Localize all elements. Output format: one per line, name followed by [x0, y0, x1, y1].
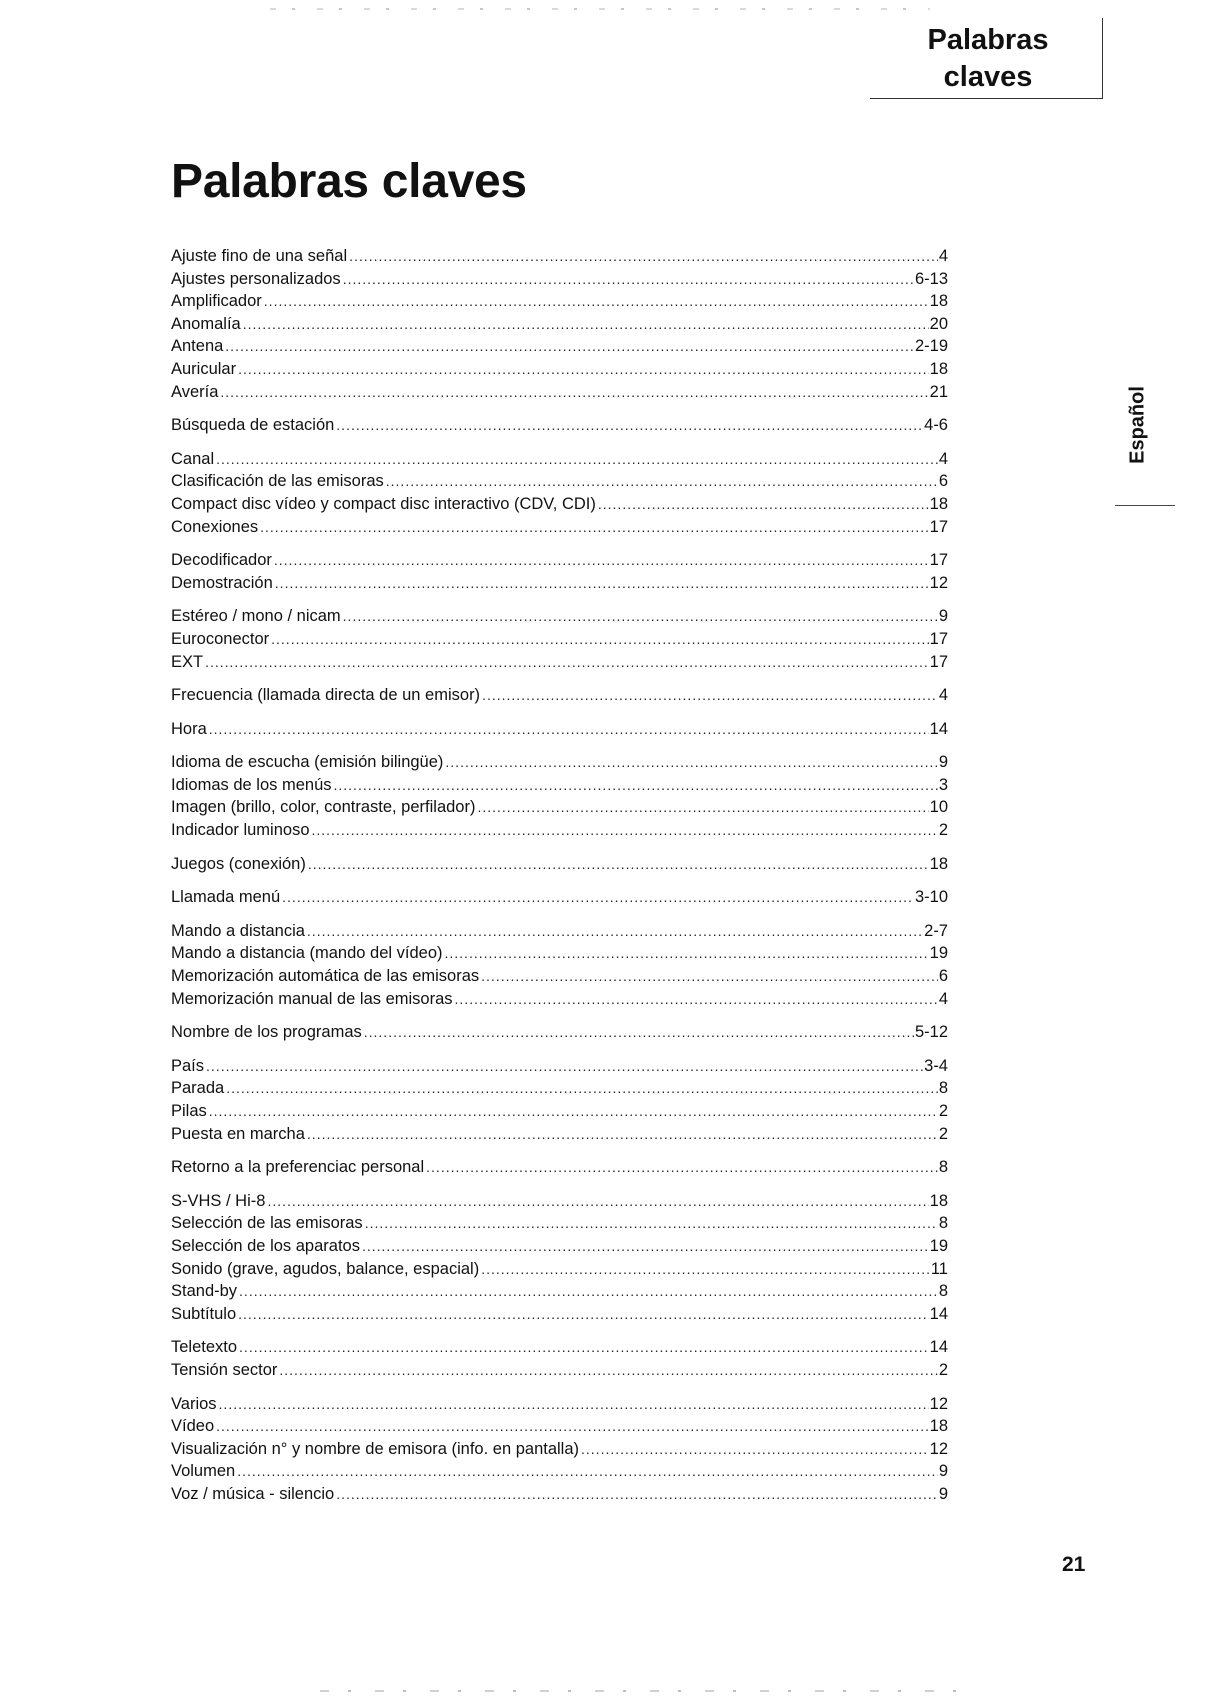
- index-group: [171, 1055, 948, 1145]
- dot-leader: [364, 1021, 914, 1044]
- index-term: Auricular: [171, 359, 237, 378]
- index-entry: [171, 470, 948, 493]
- index-page-ref: 14: [929, 719, 948, 738]
- index-page-ref: 3-4: [924, 1056, 948, 1075]
- index-term: Demostración: [171, 573, 273, 592]
- dot-leader: [482, 684, 938, 707]
- dot-leader: [307, 920, 923, 943]
- dot-leader: [445, 751, 937, 774]
- dot-leader: [343, 268, 914, 291]
- index-term: S-VHS / Hi-8: [171, 1191, 266, 1210]
- index-page-ref: 4: [938, 686, 948, 705]
- index-page-ref: 4: [938, 449, 948, 468]
- dot-leader: [481, 965, 938, 988]
- index-term: Hora: [171, 719, 207, 738]
- dot-leader: [205, 651, 929, 674]
- dot-leader: [336, 1483, 938, 1506]
- index-term: Puesta en marcha: [171, 1124, 305, 1143]
- index-page-ref: 18: [929, 1191, 948, 1210]
- index-entry: [171, 1021, 948, 1044]
- dot-leader: [365, 1212, 938, 1235]
- index-page-ref: 6: [938, 472, 948, 491]
- dot-leader: [312, 819, 938, 842]
- index-term: Juegos (conexión): [171, 854, 306, 873]
- index-term: Mando a distancia (mando del vídeo): [171, 944, 443, 963]
- index-entry: [171, 774, 948, 797]
- index-page-ref: 3: [938, 775, 948, 794]
- index-page-ref: 18: [929, 854, 948, 873]
- index-page-ref: 19: [929, 944, 948, 963]
- index-entry: [171, 1156, 948, 1179]
- index-term: Parada: [171, 1079, 225, 1098]
- index-page-ref: 18: [929, 1417, 948, 1436]
- index-entry: [171, 718, 948, 741]
- dot-leader: [386, 470, 938, 493]
- index-entry: [171, 245, 948, 268]
- index-term: Teletexto: [171, 1338, 238, 1357]
- index-entry: [171, 1100, 948, 1123]
- index-page-ref: 4: [938, 247, 948, 265]
- dot-leader: [362, 1235, 929, 1258]
- dot-leader: [334, 774, 938, 797]
- index-page-ref: 2-19: [914, 337, 948, 356]
- index-entry: [171, 628, 948, 651]
- index-page-ref: 20: [929, 314, 948, 333]
- index-entry: [171, 313, 948, 336]
- dot-leader: [336, 414, 923, 437]
- running-header: [870, 18, 1103, 99]
- dot-leader: [219, 1393, 929, 1416]
- page-title: Palabras claves: [171, 155, 527, 208]
- index-group: [171, 448, 948, 538]
- dot-leader: [275, 572, 929, 595]
- keyword-index: [171, 245, 948, 1517]
- index-page-ref: 8: [938, 1282, 948, 1301]
- index-page-ref: 6: [938, 967, 948, 986]
- index-entry: [171, 988, 948, 1011]
- index-group: [171, 1336, 948, 1381]
- index-group: [171, 414, 948, 437]
- index-entry: [171, 358, 948, 381]
- index-term: Sonido (grave, agudos, balance, espacial): [171, 1259, 480, 1278]
- index-group: [171, 886, 948, 909]
- index-term: EXT: [171, 652, 204, 671]
- dot-leader: [343, 605, 938, 628]
- running-header-line-2: claves: [943, 61, 1033, 93]
- dot-leader: [308, 853, 929, 876]
- index-page-ref: 9: [938, 1462, 948, 1481]
- index-entry: [171, 1212, 948, 1235]
- dot-leader: [349, 245, 938, 268]
- index-group: [171, 245, 948, 403]
- dot-leader: [225, 335, 914, 358]
- scan-noise-top: [270, 8, 930, 10]
- index-page-ref: 17: [929, 652, 948, 671]
- dot-leader: [226, 1077, 938, 1100]
- index-entry: [171, 605, 948, 628]
- index-entry: [171, 1077, 948, 1100]
- index-page-ref: 2: [938, 1360, 948, 1379]
- index-entry: [171, 516, 948, 539]
- index-entry: [171, 942, 948, 965]
- index-page-ref: 2: [938, 1102, 948, 1120]
- index-term: Memorización manual de las emisoras: [171, 989, 453, 1008]
- dot-leader: [216, 448, 938, 471]
- running-header-title: [908, 22, 1068, 96]
- index-page-ref: 9: [938, 607, 948, 626]
- index-page-ref: 4: [938, 989, 948, 1008]
- index-page-ref: 12: [929, 1394, 948, 1413]
- index-term: Retorno a la preferenciac personal: [171, 1158, 425, 1177]
- index-entry: [171, 965, 948, 988]
- index-page-ref: 19: [929, 1236, 948, 1255]
- index-entry: [171, 1303, 948, 1326]
- index-page-ref: 8: [938, 1214, 948, 1233]
- index-entry: [171, 1438, 948, 1461]
- index-group: [171, 684, 948, 707]
- index-page-ref: 2: [938, 821, 948, 840]
- index-group: [171, 920, 948, 1010]
- index-entry: [171, 1280, 948, 1303]
- dot-leader: [477, 796, 928, 819]
- index-entry: [171, 572, 948, 595]
- dot-leader: [243, 313, 929, 336]
- dot-leader: [260, 516, 929, 539]
- index-entry: [171, 886, 948, 909]
- dot-leader: [220, 381, 928, 404]
- index-term: Memorización automática de las emisoras: [171, 967, 480, 986]
- index-term: Avería: [171, 382, 219, 401]
- scan-noise-bottom: [320, 1690, 960, 1692]
- index-group: [171, 1021, 948, 1044]
- index-term: Amplificador: [171, 292, 262, 311]
- index-page-ref: 21: [929, 382, 948, 401]
- index-entry: [171, 290, 948, 313]
- index-term: Selección de las emisoras: [171, 1214, 363, 1233]
- dot-leader: [239, 1336, 929, 1359]
- dot-leader: [216, 1415, 929, 1438]
- index-entry: [171, 549, 948, 572]
- index-entry: [171, 268, 948, 291]
- dot-leader: [237, 1460, 938, 1483]
- index-group: [171, 1156, 948, 1179]
- dot-leader: [238, 1303, 929, 1326]
- index-term: Estéreo / mono / nicam: [171, 607, 341, 626]
- index-page-ref: 8: [938, 1158, 948, 1177]
- index-page-ref: 4-6: [924, 416, 948, 435]
- index-entry: [171, 381, 948, 404]
- index-term: Imagen (brillo, color, contraste, perfilador): [171, 798, 476, 817]
- index-term: Compact disc vídeo y compact disc interactivo (CDV, CDI): [171, 494, 596, 513]
- dot-leader: [279, 1359, 937, 1382]
- dot-leader: [445, 942, 929, 965]
- index-term: Indicador luminoso: [171, 821, 310, 840]
- index-term: Anomalía: [171, 314, 241, 333]
- index-page-ref: 12: [929, 1439, 948, 1458]
- index-page-ref: 17: [929, 551, 948, 570]
- running-header-line-1: Palabras: [927, 24, 1049, 56]
- dot-leader: [426, 1156, 938, 1179]
- index-page-ref: 8: [938, 1079, 948, 1098]
- dot-leader: [598, 493, 929, 516]
- index-entry: [171, 1258, 948, 1281]
- index-term: Frecuencia (llamada directa de un emisor): [171, 686, 481, 705]
- dot-leader: [307, 1123, 938, 1146]
- language-tab-label: Español: [1126, 386, 1149, 464]
- index-entry: [171, 1483, 948, 1506]
- dot-leader: [271, 628, 929, 651]
- index-term: Vídeo: [171, 1417, 215, 1436]
- index-term: Antena: [171, 337, 224, 356]
- index-entry: [171, 335, 948, 358]
- index-entry: [171, 1460, 948, 1483]
- index-entry: [171, 1190, 948, 1213]
- index-term: Nombre de los programas: [171, 1023, 362, 1042]
- page-number: 21: [1062, 1553, 1086, 1576]
- index-term: Varios: [171, 1394, 217, 1413]
- index-term: Visualización n° y nombre de emisora (info. en pantalla): [171, 1439, 580, 1458]
- index-page-ref: 9: [938, 753, 948, 772]
- index-group: [171, 605, 948, 673]
- index-entry: [171, 1415, 948, 1438]
- language-tab-rule: [1115, 505, 1175, 506]
- dot-leader: [206, 1055, 923, 1078]
- index-term: Ajustes personalizados: [171, 269, 341, 288]
- index-group: [171, 853, 948, 876]
- index-page-ref: 17: [929, 517, 948, 536]
- index-entry: [171, 1336, 948, 1359]
- index-page-ref: 2: [938, 1124, 948, 1143]
- index-term: Tensión sector: [171, 1360, 278, 1379]
- dot-leader: [274, 549, 929, 572]
- dot-leader: [264, 290, 929, 313]
- dot-leader: [238, 358, 929, 381]
- index-group: [171, 1190, 948, 1326]
- dot-leader: [581, 1438, 929, 1461]
- index-entry: [171, 1055, 948, 1078]
- dot-leader: [239, 1280, 938, 1303]
- index-term: Búsqueda de estación: [171, 416, 335, 435]
- index-term: Idiomas de los menús: [171, 775, 332, 794]
- dot-leader: [282, 886, 914, 909]
- index-page-ref: 6-13: [914, 269, 948, 288]
- index-term: Stand-by: [171, 1282, 238, 1301]
- index-term: Selección de los aparatos: [171, 1236, 360, 1255]
- index-term: Idioma de escucha (emisión bilingüe): [171, 753, 444, 772]
- index-entry: [171, 684, 948, 707]
- index-page-ref: 3-10: [914, 888, 948, 907]
- index-group: [171, 549, 948, 594]
- index-term: Clasificación de las emisoras: [171, 472, 384, 491]
- index-term: Mando a distancia: [171, 921, 305, 940]
- index-term: País: [171, 1056, 205, 1075]
- index-entry: [171, 414, 948, 437]
- index-term: Euroconector: [171, 629, 270, 648]
- index-group: [171, 718, 948, 741]
- index-group: [171, 1393, 948, 1506]
- index-term: Pilas: [171, 1102, 207, 1120]
- index-page-ref: 14: [929, 1338, 948, 1357]
- index-entry: [171, 796, 948, 819]
- index-term: Canal: [171, 449, 215, 468]
- index-term: Subtítulo: [171, 1304, 237, 1323]
- index-term: Conexiones: [171, 517, 259, 536]
- index-entry: [171, 651, 948, 674]
- index-entry: [171, 1235, 948, 1258]
- index-page-ref: 18: [929, 292, 948, 311]
- language-tab: [1108, 375, 1168, 475]
- index-page-ref: 10: [929, 798, 948, 817]
- dot-leader: [209, 1100, 938, 1123]
- index-page-ref: 5-12: [914, 1023, 948, 1042]
- dot-leader: [267, 1190, 928, 1213]
- index-entry: [171, 1359, 948, 1382]
- index-entry: [171, 751, 948, 774]
- index-entry: [171, 853, 948, 876]
- index-entry: [171, 1123, 948, 1146]
- index-page-ref: 18: [929, 494, 948, 513]
- index-entry: [171, 920, 948, 943]
- index-page-ref: 11: [930, 1259, 948, 1278]
- index-term: Llamada menú: [171, 888, 281, 907]
- dot-leader: [481, 1258, 930, 1281]
- index-page-ref: 14: [929, 1304, 948, 1323]
- dot-leader: [455, 988, 938, 1011]
- index-page-ref: 12: [929, 573, 948, 592]
- index-page-ref: 9: [938, 1484, 948, 1503]
- index-entry: [171, 493, 948, 516]
- dot-leader: [209, 718, 929, 741]
- index-entry: [171, 1393, 948, 1416]
- index-term: Ajuste fino de una señal: [171, 247, 348, 265]
- index-group: [171, 751, 948, 841]
- index-page-ref: 2-7: [924, 921, 948, 940]
- index-entry: [171, 819, 948, 842]
- index-page-ref: 17: [929, 629, 948, 648]
- index-entry: [171, 448, 948, 471]
- index-term: Voz / música - silencio: [171, 1484, 335, 1503]
- index-term: Decodificador: [171, 551, 272, 570]
- index-page-ref: 18: [929, 359, 948, 378]
- index-term: Volumen: [171, 1462, 236, 1481]
